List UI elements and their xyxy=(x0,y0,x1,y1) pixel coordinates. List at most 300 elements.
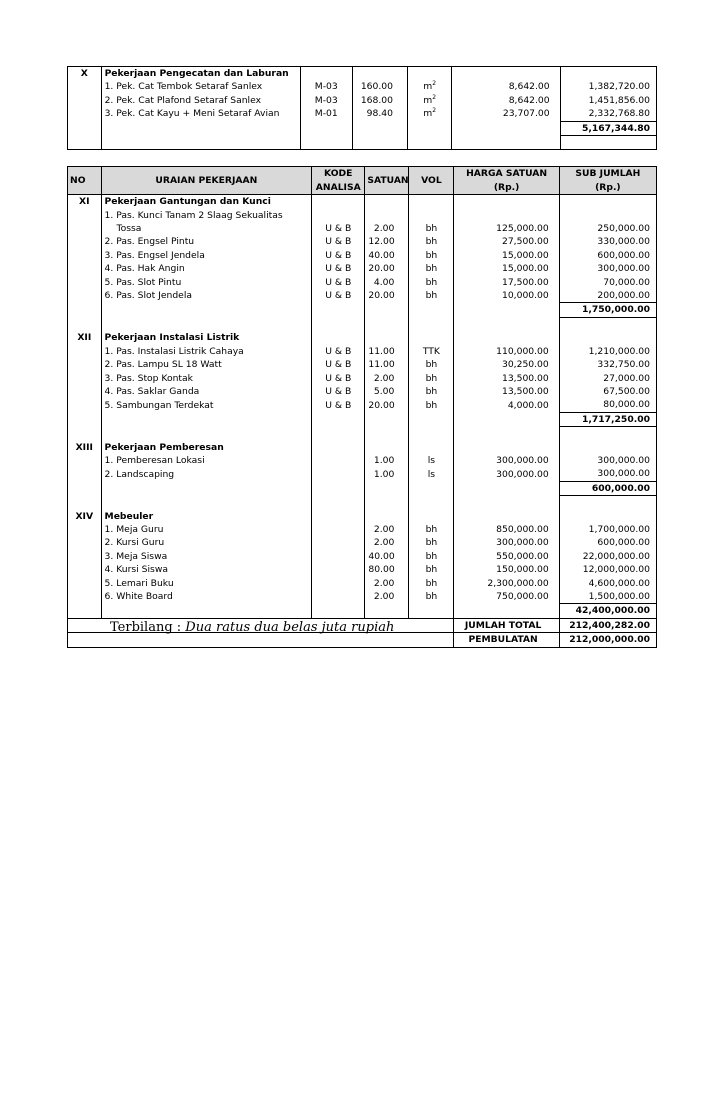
item-harga: 750,000.00 xyxy=(454,590,559,604)
empty-cell xyxy=(559,496,656,510)
empty-cell xyxy=(454,604,559,618)
item-kode xyxy=(312,590,365,604)
empty-cell xyxy=(365,331,409,344)
item-unit-text: ls xyxy=(427,468,436,480)
section-xiv-item-row xyxy=(68,550,657,563)
header-kode-1: KODE xyxy=(312,167,365,181)
empty-cell xyxy=(300,121,352,135)
empty-cell xyxy=(68,577,102,590)
item-unit-text: bh xyxy=(425,372,438,384)
empty-cell xyxy=(559,510,656,523)
item-jumlah: 80,000.00 xyxy=(559,398,656,412)
header-vol: VOL xyxy=(409,167,454,195)
empty-cell xyxy=(454,496,559,510)
empty-cell xyxy=(409,441,454,454)
item-kode xyxy=(312,454,365,467)
empty-cell xyxy=(559,331,656,344)
section-xi-item-row xyxy=(68,222,657,235)
item-jumlah: 27,000.00 xyxy=(559,372,656,385)
item-harga: 10,000.00 xyxy=(454,289,559,303)
item-satuan: 2.00 xyxy=(365,577,409,590)
jumlah-total-label: JUMLAH TOTAL xyxy=(454,618,559,632)
empty-cell xyxy=(68,496,102,510)
empty-cell xyxy=(68,249,102,262)
item-jumlah: 300,000.00 xyxy=(559,454,656,467)
item-unit xyxy=(409,398,454,412)
empty-cell xyxy=(409,331,454,344)
header-kode-2: ANALISA xyxy=(312,181,365,195)
item-unit-text: bh xyxy=(425,276,438,288)
empty-cell xyxy=(101,121,300,135)
item-unit-text: bh xyxy=(425,290,438,302)
empty-cell xyxy=(68,222,102,235)
item-unit-text: bh xyxy=(425,577,438,589)
empty-cell xyxy=(68,276,102,289)
header-satuan: SATUAN xyxy=(365,167,409,195)
empty-cell xyxy=(68,94,102,107)
item-satuan: 5.00 xyxy=(365,385,409,398)
section-xii-title: Pekerjaan Instalasi Listrik xyxy=(101,331,312,344)
item-satuan: 1.00 xyxy=(365,454,409,467)
item-unit xyxy=(409,577,454,590)
section-x-spacer-row xyxy=(68,136,657,150)
section-xi-subtotal: 1,750,000.00 xyxy=(559,303,656,317)
pembulatan-label: PEMBULATAN xyxy=(454,633,559,647)
item-unit-text: ls xyxy=(427,454,436,466)
section-xii-spacer-row xyxy=(68,427,657,441)
empty-cell xyxy=(454,195,559,209)
empty-cell xyxy=(407,136,451,150)
section-xi-item-row xyxy=(68,235,657,248)
item-harga: 17,500.00 xyxy=(454,276,559,289)
item-kode: U & B xyxy=(312,235,365,248)
item-harga: 125,000.00 xyxy=(454,222,559,235)
section-xiv-item-row xyxy=(68,563,657,576)
item-unit-text: bh xyxy=(425,523,438,535)
empty-cell xyxy=(101,496,312,510)
header-sub-2: (Rp.) xyxy=(559,181,656,195)
section-xi-subtotal-row xyxy=(68,303,657,317)
item-harga xyxy=(454,209,559,222)
empty-cell xyxy=(409,496,454,510)
empty-cell xyxy=(409,604,454,618)
section-x-item-row xyxy=(68,94,657,107)
section-xii-number: XII xyxy=(68,331,102,344)
section-xiv-item-row xyxy=(68,523,657,536)
item-unit-text: bh xyxy=(425,537,438,549)
section-xiii-spacer-row xyxy=(68,496,657,510)
item-unit xyxy=(409,385,454,398)
empty-cell xyxy=(101,427,312,441)
item-unit-text: bh xyxy=(425,359,438,371)
empty-cell xyxy=(101,317,312,331)
item-kode xyxy=(312,550,365,563)
empty-cell xyxy=(409,195,454,209)
item-jumlah: 2,332,768.80 xyxy=(560,107,656,121)
empty-cell xyxy=(409,317,454,331)
empty-cell xyxy=(68,80,102,93)
item-satuan: 168.00 xyxy=(352,94,407,107)
empty-cell xyxy=(365,604,409,618)
empty-cell xyxy=(365,195,409,209)
item-jumlah: 600,000.00 xyxy=(559,249,656,262)
empty-cell xyxy=(312,195,365,209)
empty-cell xyxy=(68,107,102,121)
item-satuan: 11.00 xyxy=(365,345,409,358)
empty-cell xyxy=(409,481,454,495)
section-xiv-number: XIV xyxy=(68,510,102,523)
item-unit xyxy=(409,209,454,222)
item-jumlah: 70,000.00 xyxy=(559,276,656,289)
item-satuan: 2.00 xyxy=(365,536,409,549)
item-harga: 13,500.00 xyxy=(454,385,559,398)
section-xiv-item-row xyxy=(68,590,657,604)
empty-cell xyxy=(454,510,559,523)
item-kode xyxy=(312,577,365,590)
item-name: 1. Pas. Instalasi Listrik Cahaya xyxy=(101,345,312,358)
item-unit-exponent: 2 xyxy=(432,93,437,101)
section-xii-title-row xyxy=(68,331,657,344)
empty-cell xyxy=(454,412,559,426)
table-header-row-1 xyxy=(68,167,657,181)
empty-cell xyxy=(68,372,102,385)
section-x-item-row xyxy=(68,80,657,93)
item-unit-text: m xyxy=(423,94,433,106)
empty-cell xyxy=(312,331,365,344)
item-kode: U & B xyxy=(312,385,365,398)
empty-cell xyxy=(68,481,102,495)
item-unit xyxy=(409,563,454,576)
empty-cell xyxy=(454,317,559,331)
item-jumlah: 12,000,000.00 xyxy=(559,563,656,576)
empty-cell xyxy=(560,67,656,81)
item-name: Tossa xyxy=(101,222,312,235)
section-xi-title: Pekerjaan Gantungan dan Kunci xyxy=(101,195,312,209)
item-name: 3. Pas. Stop Kontak xyxy=(101,372,312,385)
empty-cell xyxy=(365,412,409,426)
empty-cell xyxy=(409,303,454,317)
item-satuan: 40.00 xyxy=(365,550,409,563)
empty-cell xyxy=(68,262,102,275)
item-satuan: 2.00 xyxy=(365,222,409,235)
pembulatan-value: 212,000,000.00 xyxy=(559,633,656,647)
empty-cell xyxy=(312,317,365,331)
item-harga: 15,000.00 xyxy=(454,249,559,262)
item-unit-text: bh xyxy=(425,249,438,261)
empty-cell xyxy=(68,136,102,150)
empty-cell xyxy=(300,67,352,81)
section-xiii-title-row xyxy=(68,441,657,454)
empty-cell xyxy=(365,496,409,510)
empty-cell xyxy=(312,481,365,495)
section-xii-item-row xyxy=(68,398,657,412)
empty-cell xyxy=(68,345,102,358)
item-name: 1. Meja Guru xyxy=(101,523,312,536)
empty-cell xyxy=(312,441,365,454)
section-xii-item-row xyxy=(68,345,657,358)
item-name: 2. Kursi Guru xyxy=(101,536,312,549)
section-xii-item-row xyxy=(68,372,657,385)
item-name: 1. Pemberesan Lokasi xyxy=(101,454,312,467)
item-unit xyxy=(409,262,454,275)
item-harga: 550,000.00 xyxy=(454,550,559,563)
item-satuan: 2.00 xyxy=(365,372,409,385)
item-name: 2. Pek. Cat Plafond Setaraf Sanlex xyxy=(101,94,300,107)
header-harga-2: (Rp.) xyxy=(454,181,559,195)
section-xiv-title-row xyxy=(68,510,657,523)
empty-cell xyxy=(68,523,102,536)
empty-cell xyxy=(560,136,656,150)
empty-cell xyxy=(559,317,656,331)
item-name: 4. Kursi Siswa xyxy=(101,563,312,576)
item-kode: U & B xyxy=(312,372,365,385)
empty-cell xyxy=(407,67,451,81)
item-unit xyxy=(409,523,454,536)
item-unit-text: bh xyxy=(425,399,438,411)
empty-cell xyxy=(68,317,102,331)
item-unit xyxy=(409,235,454,248)
item-unit-text: m xyxy=(423,108,433,120)
item-name: 4. Pas. Hak Angin xyxy=(101,262,312,275)
item-kode xyxy=(312,523,365,536)
empty-cell xyxy=(300,136,352,150)
empty-cell xyxy=(312,604,365,618)
section-xii-item-row xyxy=(68,358,657,371)
empty-cell xyxy=(365,481,409,495)
section-xii-subtotal: 1,717,250.00 xyxy=(559,412,656,426)
item-satuan: 40.00 xyxy=(365,249,409,262)
empty-cell xyxy=(454,481,559,495)
empty-cell xyxy=(68,454,102,467)
section-xiii-subtotal-row xyxy=(68,481,657,495)
section-xi-item-row xyxy=(68,249,657,262)
empty-cell xyxy=(68,412,102,426)
empty-cell xyxy=(101,604,312,618)
item-unit-text: bh xyxy=(425,591,438,603)
item-jumlah xyxy=(559,209,656,222)
item-harga: 300,000.00 xyxy=(454,536,559,549)
item-harga: 23,707.00 xyxy=(452,107,560,121)
item-unit-exponent: 2 xyxy=(432,107,437,115)
item-satuan: 80.00 xyxy=(365,563,409,576)
item-unit xyxy=(407,107,451,121)
item-unit-exponent: 2 xyxy=(432,80,437,88)
item-unit-text: bh xyxy=(425,550,438,562)
header-harga-1: HARGA SATUAN xyxy=(454,167,559,181)
item-satuan: 2.00 xyxy=(365,523,409,536)
item-name: 1. Pek. Cat Tembok Setaraf Sanlex xyxy=(101,80,300,93)
item-jumlah: 1,210,000.00 xyxy=(559,345,656,358)
empty-cell xyxy=(452,67,560,81)
item-satuan: 20.00 xyxy=(365,289,409,303)
item-unit-text: bh xyxy=(425,385,438,397)
empty-cell xyxy=(454,303,559,317)
item-jumlah: 1,451,856.00 xyxy=(560,94,656,107)
item-satuan xyxy=(365,209,409,222)
item-jumlah: 200,000.00 xyxy=(559,289,656,303)
empty-cell xyxy=(312,427,365,441)
item-name: 5. Sambungan Terdekat xyxy=(101,398,312,412)
item-harga: 15,000.00 xyxy=(454,262,559,275)
empty-cell xyxy=(312,496,365,510)
item-name: 5. Lemari Buku xyxy=(101,577,312,590)
item-jumlah: 1,500,000.00 xyxy=(559,590,656,604)
item-kode xyxy=(312,467,365,481)
item-unit-text: TTK xyxy=(422,345,440,357)
section-x-title: Pekerjaan Pengecatan dan Laburan xyxy=(101,67,300,81)
section-xiii-number: XIII xyxy=(68,441,102,454)
section-x-subtotal: 5,167,344.80 xyxy=(560,121,656,135)
item-harga: 850,000.00 xyxy=(454,523,559,536)
item-name: 5. Pas. Slot Pintu xyxy=(101,276,312,289)
item-jumlah: 67,500.00 xyxy=(559,385,656,398)
item-harga: 300,000.00 xyxy=(454,454,559,467)
empty-cell xyxy=(312,412,365,426)
item-harga: 8,642.00 xyxy=(452,94,560,107)
item-kode xyxy=(312,209,365,222)
empty-cell xyxy=(101,136,300,150)
empty-cell xyxy=(365,510,409,523)
item-satuan: 98.40 xyxy=(352,107,407,121)
item-jumlah: 332,750.00 xyxy=(559,358,656,371)
item-harga: 110,000.00 xyxy=(454,345,559,358)
item-unit-text: bh xyxy=(425,263,438,275)
item-name: 2. Pas. Lampu SL 18 Watt xyxy=(101,358,312,371)
empty-cell xyxy=(68,303,102,317)
empty-cell xyxy=(352,121,407,135)
item-name: 2. Landscaping xyxy=(101,467,312,481)
item-jumlah: 4,600,000.00 xyxy=(559,577,656,590)
empty-cell xyxy=(68,398,102,412)
empty-cell xyxy=(454,331,559,344)
terbilang-value: Dua ratus dua belas juta rupiah xyxy=(185,620,395,635)
empty-cell xyxy=(559,441,656,454)
jumlah-total-value: 212,400,282.00 xyxy=(559,618,656,632)
section-xi-title-row xyxy=(68,195,657,209)
item-unit xyxy=(409,276,454,289)
item-name: 2. Pas. Engsel Pintu xyxy=(101,235,312,248)
empty-cell xyxy=(352,136,407,150)
empty-cell xyxy=(68,358,102,371)
item-name: 3. Meja Siswa xyxy=(101,550,312,563)
empty-cell xyxy=(68,563,102,576)
item-jumlah: 1,700,000.00 xyxy=(559,523,656,536)
empty-cell xyxy=(452,136,560,150)
header-no: NO xyxy=(68,167,102,195)
item-unit xyxy=(409,289,454,303)
empty-cell xyxy=(68,385,102,398)
empty-cell xyxy=(352,67,407,81)
empty-cell xyxy=(454,441,559,454)
item-satuan: 20.00 xyxy=(365,262,409,275)
section-xi-item-row xyxy=(68,262,657,275)
item-harga: 150,000.00 xyxy=(454,563,559,576)
boq-table-main xyxy=(67,166,657,647)
section-xii-item-row xyxy=(68,385,657,398)
item-name: 6. Pas. Slot Jendela xyxy=(101,289,312,303)
item-kode xyxy=(312,536,365,549)
empty-cell xyxy=(68,604,102,618)
boq-sheet xyxy=(67,0,657,648)
empty-cell xyxy=(68,289,102,303)
item-jumlah: 300,000.00 xyxy=(559,262,656,275)
section-xiii-item-row xyxy=(68,454,657,467)
item-harga: 300,000.00 xyxy=(454,467,559,481)
empty-cell xyxy=(68,209,102,222)
item-unit xyxy=(409,222,454,235)
item-unit xyxy=(409,358,454,371)
empty-cell xyxy=(68,590,102,604)
section-xi-item-row xyxy=(68,289,657,303)
section-x-title-row xyxy=(68,67,657,81)
item-satuan: 160.00 xyxy=(352,80,407,93)
section-x-number: X xyxy=(68,67,102,81)
item-jumlah: 22,000,000.00 xyxy=(559,550,656,563)
section-xi-spacer-row xyxy=(68,317,657,331)
item-harga: 27,500.00 xyxy=(454,235,559,248)
empty-cell xyxy=(101,303,312,317)
empty-cell xyxy=(452,121,560,135)
item-harga: 8,642.00 xyxy=(452,80,560,93)
section-xi-item-row xyxy=(68,209,657,222)
item-satuan: 20.00 xyxy=(365,398,409,412)
item-satuan: 11.00 xyxy=(365,358,409,371)
section-xiii-title: Pekerjaan Pemberesan xyxy=(101,441,312,454)
empty-cell xyxy=(409,427,454,441)
section-xiv-title: Mebeuler xyxy=(101,510,312,523)
header-sub-1: SUB JUMLAH xyxy=(559,167,656,181)
empty-cell xyxy=(365,441,409,454)
empty-cell xyxy=(68,235,102,248)
item-kode: U & B xyxy=(312,262,365,275)
empty-cell xyxy=(559,427,656,441)
empty-cell xyxy=(68,550,102,563)
empty-cell xyxy=(101,481,312,495)
item-kode: U & B xyxy=(312,249,365,262)
empty-cell xyxy=(312,510,365,523)
empty-cell xyxy=(101,412,312,426)
boq-table-top xyxy=(67,66,657,150)
empty-cell xyxy=(365,427,409,441)
section-x-subtotal-row xyxy=(68,121,657,135)
terbilang-label: Terbilang : xyxy=(110,620,186,635)
item-unit xyxy=(409,454,454,467)
item-satuan: 1.00 xyxy=(365,467,409,481)
item-unit xyxy=(409,372,454,385)
item-satuan: 12.00 xyxy=(365,235,409,248)
item-jumlah: 330,000.00 xyxy=(559,235,656,248)
section-xiii-item-row xyxy=(68,467,657,481)
item-name: 3. Pek. Cat Kayu + Meni Setaraf Avian xyxy=(101,107,300,121)
item-unit-text: bh xyxy=(425,223,438,235)
empty-cell xyxy=(409,412,454,426)
item-name: 6. White Board xyxy=(101,590,312,604)
terbilang-line xyxy=(110,620,394,635)
item-unit xyxy=(409,249,454,262)
item-name: 1. Pas. Kunci Tanam 2 Slaag Sekualitas xyxy=(101,209,312,222)
item-unit xyxy=(409,590,454,604)
item-unit xyxy=(409,536,454,549)
section-xii-subtotal-row xyxy=(68,412,657,426)
item-kode xyxy=(312,563,365,576)
item-kode: U & B xyxy=(312,276,365,289)
section-xiv-item-row xyxy=(68,536,657,549)
empty-cell xyxy=(559,195,656,209)
item-jumlah: 300,000.00 xyxy=(559,467,656,481)
section-xiv-subtotal: 42,400,000.00 xyxy=(559,604,656,618)
item-unit xyxy=(409,467,454,481)
empty-cell xyxy=(68,467,102,481)
